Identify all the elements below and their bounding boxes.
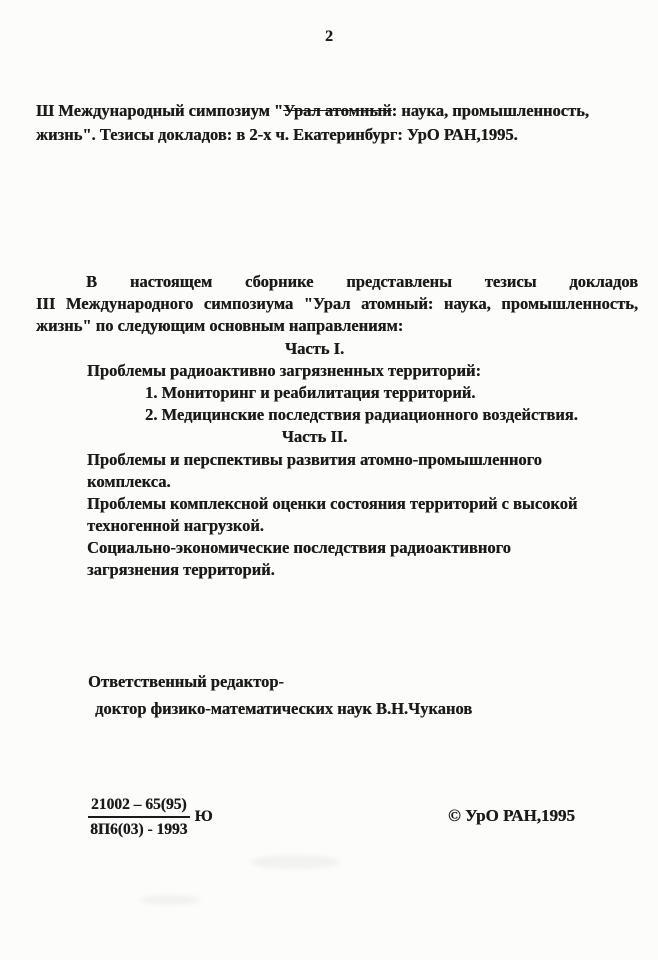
catalog-code-fraction — [88, 795, 190, 840]
part2-topic-1-line-2: комплекса. — [87, 471, 171, 491]
part2-topic-3-line-2: загрязнения территорий. — [87, 560, 275, 580]
catalog-code-denominator: 8П6(03) - 1993 — [90, 821, 188, 839]
main-text-block — [36, 271, 638, 582]
part2-topic-2-line-1: Проблемы комплексной оценки состояния территорий с высокой — [87, 493, 578, 513]
scan-smudge — [140, 895, 200, 905]
part1-subtitle: Проблемы радиоактивно загрязненных территорий: — [87, 360, 481, 380]
citation-line-1-after: : наука, промышленность, — [391, 101, 589, 120]
intro-line-1: В настоящем сборнике представлены тезисы докладов — [86, 272, 638, 291]
part2-topic-2-line-2: техногенной нагрузкой. — [87, 516, 264, 536]
citation-struck-title: Урал атомный — [283, 101, 392, 120]
editor-name-line: доктор физико-математических наук В.Н.Чуканов — [95, 699, 473, 718]
bibliographic-citation — [36, 99, 596, 147]
intro-line-3: жизнь" по следующим основным направлениям: — [36, 316, 404, 336]
part1-item-1: 1. Мониторинг и реабилитация территорий. — [145, 382, 476, 402]
copyright-notice: © УрО РАН,1995 — [448, 806, 575, 825]
catalog-code-mark: Ю — [194, 808, 213, 826]
part1-item-2: 2. Медицинские последствия радиационного воздействия. — [145, 405, 578, 425]
part1-heading: Часть I. — [284, 338, 345, 358]
part2-topic-1-line-1: Проблемы и перспективы развития атомно-промышленного — [87, 449, 542, 469]
page-number: 2 — [325, 28, 333, 45]
editor-block — [88, 668, 472, 722]
citation-line-1-before: Ш Международный симпозиум " — [36, 101, 284, 120]
intro-line-2: III Международного симпозиума "Урал атомный: наука, промышленность, — [36, 294, 638, 314]
part2-topic-3-line-1: Социально-экономические последствия радиоактивного — [87, 538, 511, 558]
citation-line-2: жизнь". Тезисы докладов: в 2-х ч. Екатеринбург: УрО РАН,1995. — [36, 125, 518, 144]
editor-title-line: Ответственный редактор- — [88, 672, 284, 691]
scan-smudge — [250, 855, 340, 869]
catalog-code — [88, 795, 213, 840]
catalog-code-numerator: 21002 – 65(95) — [88, 795, 190, 818]
part2-heading: Часть II. — [281, 427, 348, 447]
citation-line-1 — [36, 99, 596, 123]
